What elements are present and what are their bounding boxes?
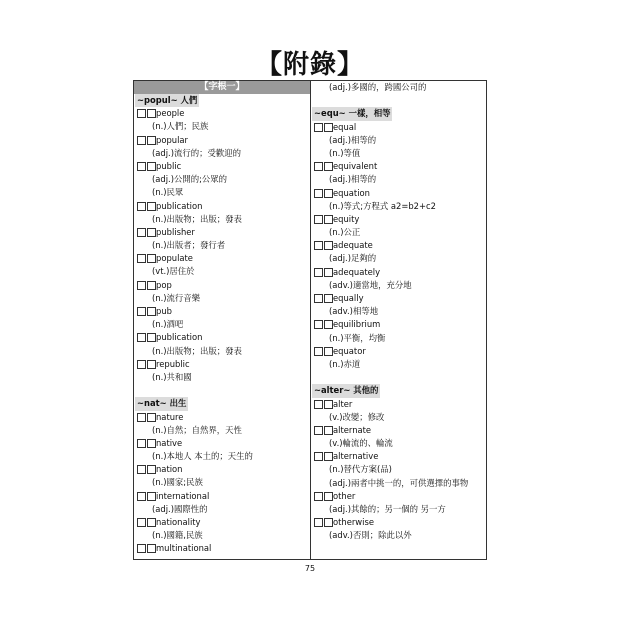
word-text: publication: [156, 200, 203, 211]
definition: (vt.)居住於: [152, 266, 195, 277]
definition: (adj.)相等的: [329, 134, 377, 145]
checkbox-pair: [137, 160, 156, 173]
checkbox-pair: [314, 450, 333, 463]
checkbox[interactable]: [324, 452, 333, 461]
word-text: public: [156, 160, 182, 171]
checkbox[interactable]: [324, 268, 333, 277]
word-text: equal: [333, 121, 357, 132]
checkbox[interactable]: [137, 544, 146, 553]
checkbox[interactable]: [324, 347, 333, 356]
word-text: alternative: [333, 451, 379, 462]
word-entry: [134, 160, 310, 173]
word-text: popular: [156, 134, 188, 145]
checkbox[interactable]: [324, 492, 333, 501]
checkbox[interactable]: [314, 347, 323, 356]
spacer: [134, 384, 310, 397]
word-text: republic: [156, 358, 190, 369]
checkbox[interactable]: [137, 254, 146, 263]
word-entry: [311, 424, 487, 437]
word-text: alter: [333, 398, 353, 409]
word-entry: [311, 266, 487, 279]
word-text: pop: [156, 279, 172, 290]
checkbox[interactable]: [314, 215, 323, 224]
checkbox[interactable]: [324, 426, 333, 435]
checkbox[interactable]: [314, 189, 323, 198]
checkbox-pair: [137, 331, 156, 344]
checkbox[interactable]: [324, 189, 333, 198]
checkbox-pair: [137, 516, 156, 529]
word-text: equator: [333, 345, 366, 356]
word-entry: [134, 516, 310, 529]
checkbox-pair: [137, 358, 156, 371]
checkbox[interactable]: [147, 439, 156, 448]
word-text: people: [156, 108, 185, 119]
checkbox[interactable]: [314, 162, 323, 171]
definition: (n.)出版物；出版；發表: [152, 345, 242, 356]
word-entry: [134, 134, 310, 147]
checkbox[interactable]: [147, 202, 156, 211]
word-entry: [134, 200, 310, 213]
checkbox[interactable]: [314, 400, 323, 409]
root-label: ~popul~ 人們: [135, 94, 199, 107]
checkbox[interactable]: [324, 294, 333, 303]
checkbox-pair: [314, 187, 333, 200]
checkbox[interactable]: [137, 307, 146, 316]
checkbox-pair: [137, 411, 156, 424]
checkbox-pair: [137, 226, 156, 239]
word-entry: [311, 239, 487, 252]
definition: (adj.)公開的;公眾的: [152, 174, 228, 185]
definition: (n.)國籍,民族: [152, 530, 203, 541]
word-text: equally: [333, 293, 364, 303]
word-entry: [311, 213, 487, 226]
checkbox[interactable]: [147, 413, 156, 422]
definition: (adv.)適當地，充分地: [329, 279, 412, 290]
checkbox[interactable]: [147, 492, 156, 501]
word-entry: [311, 121, 487, 134]
checkbox-pair: [314, 213, 333, 226]
definition: (v.)改變；修改: [329, 411, 385, 422]
checkbox-pair: [314, 292, 333, 305]
checkbox[interactable]: [137, 360, 146, 369]
checkbox[interactable]: [137, 136, 146, 145]
definition: (adj.)多國的，跨國公司的: [329, 82, 427, 92]
word-text: equity: [333, 213, 360, 224]
definition: (v.)輪流的、輪流: [329, 438, 393, 449]
definition: (adj.)國際性的: [152, 503, 208, 514]
word-entry: [134, 252, 310, 265]
checkbox[interactable]: [324, 400, 333, 409]
word-entry: [134, 411, 310, 424]
page-number: 75: [304, 564, 316, 573]
checkbox-pair: [314, 239, 333, 252]
checkbox-pair: [137, 490, 156, 503]
checkbox[interactable]: [137, 465, 146, 474]
section-header: 【字根一】: [134, 81, 310, 94]
definition: (adj.)兩者中挑一的，可供選擇的事物: [329, 477, 469, 488]
definition: (n.)人們；民族: [152, 121, 209, 132]
checkbox-pair: [314, 266, 333, 279]
word-entry: [134, 542, 310, 555]
checkbox[interactable]: [147, 136, 156, 145]
page-title: 【附錄】: [255, 50, 364, 80]
word-entry: [134, 226, 310, 239]
definition: (n.)出版物；出版；發表: [152, 213, 242, 224]
word-entry: [311, 318, 487, 331]
word-text: equivalent: [333, 161, 378, 172]
checkbox-pair: [314, 318, 333, 331]
word-text: pub: [156, 306, 172, 316]
vocab-table: [133, 80, 487, 560]
checkbox[interactable]: [147, 307, 156, 316]
checkbox-pair: [137, 200, 156, 213]
definition: (adj.)相等的: [329, 174, 377, 185]
checkbox[interactable]: [137, 109, 146, 118]
checkbox[interactable]: [314, 426, 323, 435]
word-entry: [311, 516, 487, 529]
word-text: equilibrium: [333, 319, 381, 330]
checkbox-pair: [137, 252, 156, 265]
checkbox[interactable]: [147, 109, 156, 118]
checkbox[interactable]: [137, 518, 146, 527]
definition: (n.)自然；自然界，天性: [152, 424, 242, 435]
word-text: populate: [156, 253, 193, 264]
checkbox[interactable]: [324, 241, 333, 250]
checkbox[interactable]: [137, 162, 146, 171]
definition: (adj.)其餘的；另一個的 另一方: [329, 504, 446, 514]
checkbox[interactable]: [147, 465, 156, 474]
definition: (n.)等值: [329, 147, 361, 158]
checkbox-pair: [137, 542, 156, 555]
definition: (n.)平衡，均衡: [329, 332, 386, 343]
right-entry-list: [311, 81, 487, 543]
checkbox[interactable]: [137, 281, 146, 290]
checkbox-pair: [137, 305, 156, 318]
definition: (n.)本地人 本土的；天生的: [152, 451, 253, 462]
checkbox[interactable]: [314, 268, 323, 277]
definition: (adj.)流行的；受歡迎的: [152, 147, 241, 158]
checkbox[interactable]: [314, 320, 323, 329]
word-entry: [311, 345, 487, 358]
word-text: otherwise: [333, 517, 375, 528]
checkbox[interactable]: [324, 123, 333, 132]
word-entry: [134, 107, 310, 120]
word-text: other: [333, 490, 356, 501]
definition: (n.)共和國: [152, 371, 192, 382]
checkbox-pair: [314, 345, 333, 358]
checkbox[interactable]: [314, 241, 323, 250]
checkbox-pair: [314, 121, 333, 134]
word-text: international: [156, 490, 210, 501]
word-text: publisher: [156, 226, 195, 237]
word-text: publication: [156, 332, 203, 343]
checkbox[interactable]: [137, 333, 146, 342]
checkbox-pair: [137, 437, 156, 450]
word-entry: [311, 187, 487, 200]
checkbox[interactable]: [137, 439, 146, 448]
definition: (n.)酒吧: [152, 319, 184, 330]
checkbox[interactable]: [314, 452, 323, 461]
word-entry: [134, 358, 310, 371]
checkbox-pair: [314, 490, 333, 503]
root-heading: [134, 397, 310, 410]
left-entry-list: [134, 94, 310, 556]
definition: (n.)公正: [329, 227, 361, 238]
left-column: [134, 81, 310, 556]
word-entry: [311, 450, 487, 463]
root-label: ~alter~ 其他的: [312, 384, 380, 397]
root-label: ~equ~ 一樣，相等: [312, 107, 392, 120]
definition: (n.)出版者；發行者: [152, 240, 226, 251]
checkbox[interactable]: [137, 228, 146, 237]
word-entry: [134, 463, 310, 476]
checkbox-pair: [137, 134, 156, 147]
checkbox[interactable]: [314, 518, 323, 527]
checkbox[interactable]: [324, 162, 333, 171]
checkbox-pair: [137, 107, 156, 120]
word-text: native: [156, 437, 183, 448]
checkbox[interactable]: [147, 162, 156, 171]
checkbox[interactable]: [147, 281, 156, 290]
checkbox[interactable]: [137, 492, 146, 501]
word-entry: [134, 305, 310, 318]
checkbox-pair: [314, 398, 333, 411]
checkbox-pair: [137, 279, 156, 292]
word-entry: [311, 292, 487, 305]
checkbox-pair: [314, 516, 333, 529]
checkbox[interactable]: [147, 333, 156, 342]
word-text: nationality: [156, 517, 201, 527]
definition: (adj.)足夠的: [329, 253, 377, 264]
checkbox-pair: [314, 424, 333, 437]
definition: (adv.)相等地: [329, 306, 379, 317]
checkbox[interactable]: [147, 254, 156, 263]
checkbox[interactable]: [137, 413, 146, 422]
word-text: adequate: [333, 240, 373, 251]
word-text: nature: [156, 411, 184, 422]
spacer: [311, 371, 487, 384]
word-text: adequately: [333, 266, 381, 277]
root-label: ~nat~ 出生: [135, 397, 188, 410]
definition: (n.)等式;方程式 a2=b2+c2: [329, 200, 436, 211]
root-heading: [311, 107, 487, 120]
definition: (n.)替代方案(品): [329, 464, 392, 475]
word-entry: [134, 331, 310, 344]
checkbox[interactable]: [147, 544, 156, 553]
right-column: [311, 81, 487, 543]
checkbox[interactable]: [147, 228, 156, 237]
word-text: nation: [156, 464, 183, 475]
word-entry: [134, 279, 310, 292]
spacer: [311, 94, 487, 107]
checkbox[interactable]: [324, 215, 333, 224]
word-text: alternate: [333, 424, 372, 435]
checkbox[interactable]: [137, 202, 146, 211]
definition: (adv.)否則；除此以外: [329, 530, 412, 541]
checkbox[interactable]: [147, 518, 156, 527]
definition: (n.)民眾: [152, 187, 184, 198]
word-entry: [311, 490, 487, 503]
checkbox[interactable]: [147, 360, 156, 369]
checkbox-pair: [137, 463, 156, 476]
checkbox[interactable]: [324, 320, 333, 329]
word-entry: [311, 160, 487, 173]
checkbox[interactable]: [314, 294, 323, 303]
checkbox[interactable]: [314, 492, 323, 501]
checkbox-pair: [314, 160, 333, 173]
definition: (n.)流行音樂: [152, 292, 201, 303]
root-heading: [134, 94, 310, 107]
checkbox[interactable]: [324, 518, 333, 527]
word-text: equation: [333, 187, 370, 198]
word-text: multinational: [156, 543, 212, 554]
word-entry: [134, 437, 310, 450]
word-entry: [134, 490, 310, 503]
definition: (n.)國家;民族: [152, 477, 203, 488]
checkbox[interactable]: [314, 123, 323, 132]
definition: (n.)赤道: [329, 358, 361, 369]
root-heading: [311, 384, 487, 397]
word-entry: [311, 398, 487, 411]
